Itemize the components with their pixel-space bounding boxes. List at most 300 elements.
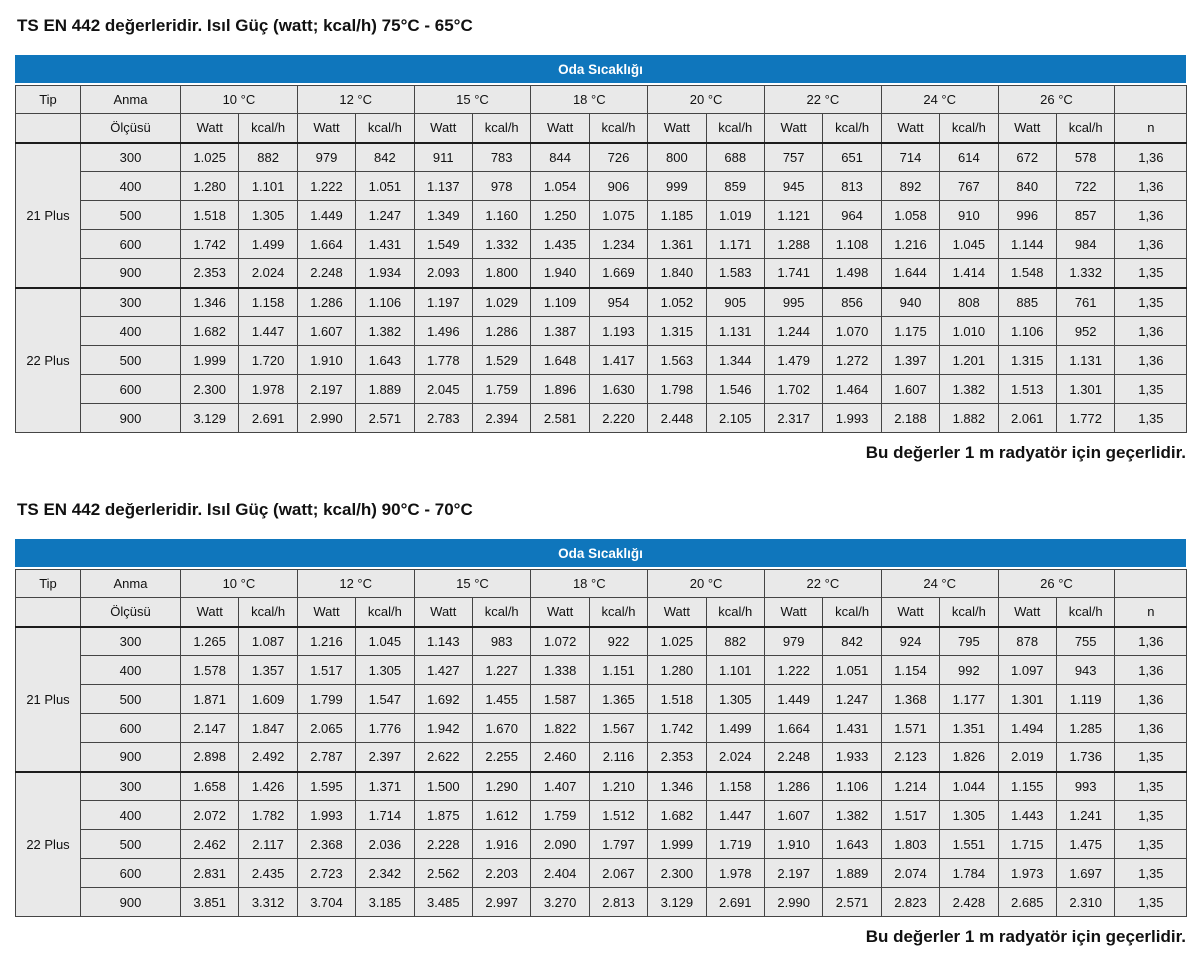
data-cell: 1.547 bbox=[356, 685, 414, 714]
data-cell: 2.691 bbox=[706, 888, 764, 917]
n-exponent-cell: 1,36 bbox=[1115, 714, 1187, 743]
data-cell: 1.772 bbox=[1056, 404, 1114, 433]
table-row bbox=[16, 172, 1187, 201]
n-exponent-cell: 1,35 bbox=[1115, 743, 1187, 772]
data-cell: 1.144 bbox=[998, 230, 1056, 259]
table-row bbox=[16, 685, 1187, 714]
data-cell: 2.685 bbox=[998, 888, 1056, 917]
data-cell: 2.831 bbox=[181, 859, 239, 888]
n-exponent-cell: 1,35 bbox=[1115, 375, 1187, 404]
row-size-cell: 500 bbox=[81, 346, 181, 375]
table-row bbox=[16, 772, 1187, 801]
data-cell: 1.518 bbox=[181, 201, 239, 230]
data-cell: 1.029 bbox=[472, 288, 530, 317]
col-header-kcal: kcal/h bbox=[472, 114, 530, 143]
data-cell: 1.106 bbox=[356, 288, 414, 317]
col-header-anma: Anma bbox=[81, 86, 181, 114]
row-size-cell: 600 bbox=[81, 375, 181, 404]
row-size-cell: 400 bbox=[81, 172, 181, 201]
data-cell: 1.250 bbox=[531, 201, 589, 230]
data-cell: 1.427 bbox=[414, 656, 472, 685]
data-cell: 1.500 bbox=[414, 772, 472, 801]
room-temperature-banner bbox=[15, 55, 1186, 83]
col-header-watt: Watt bbox=[297, 114, 355, 143]
data-cell: 3.704 bbox=[297, 888, 355, 917]
room-temperature-banner bbox=[15, 539, 1186, 567]
data-cell: 2.203 bbox=[472, 859, 530, 888]
data-cell: 1.234 bbox=[589, 230, 647, 259]
data-cell: 1.301 bbox=[998, 685, 1056, 714]
n-exponent-cell: 1,35 bbox=[1115, 859, 1187, 888]
data-cell: 1.351 bbox=[940, 714, 998, 743]
data-cell: 1.365 bbox=[589, 685, 647, 714]
data-cell: 2.116 bbox=[589, 743, 647, 772]
row-size-cell: 400 bbox=[81, 656, 181, 685]
data-cell: 1.151 bbox=[589, 656, 647, 685]
data-cell: 1.934 bbox=[356, 259, 414, 288]
data-cell: 1.431 bbox=[356, 230, 414, 259]
col-header-kcal: kcal/h bbox=[823, 598, 881, 627]
data-cell: 1.607 bbox=[764, 801, 822, 830]
data-cell: 1.222 bbox=[297, 172, 355, 201]
data-cell: 1.658 bbox=[181, 772, 239, 801]
data-cell: 1.607 bbox=[297, 317, 355, 346]
data-cell: 892 bbox=[881, 172, 939, 201]
data-cell: 1.070 bbox=[823, 317, 881, 346]
data-cell: 1.025 bbox=[181, 143, 239, 172]
n-exponent-cell: 1,35 bbox=[1115, 801, 1187, 830]
data-cell: 1.549 bbox=[414, 230, 472, 259]
row-size-cell: 900 bbox=[81, 259, 181, 288]
data-cell: 1.595 bbox=[297, 772, 355, 801]
col-header-olcusu: Ölçüsü bbox=[81, 598, 181, 627]
table-row bbox=[16, 859, 1187, 888]
row-size-cell: 500 bbox=[81, 830, 181, 859]
table-row bbox=[16, 404, 1187, 433]
row-size-cell: 500 bbox=[81, 201, 181, 230]
col-header-kcal: kcal/h bbox=[239, 114, 297, 143]
col-header-kcal: kcal/h bbox=[940, 598, 998, 627]
data-cell: 1.371 bbox=[356, 772, 414, 801]
data-cell: 1.449 bbox=[297, 201, 355, 230]
table-row bbox=[16, 656, 1187, 685]
data-cell: 1.799 bbox=[297, 685, 355, 714]
data-cell: 1.567 bbox=[589, 714, 647, 743]
data-cell: 2.024 bbox=[706, 743, 764, 772]
data-cell: 1.044 bbox=[940, 772, 998, 801]
row-size-cell: 300 bbox=[81, 627, 181, 656]
data-cell: 1.797 bbox=[589, 830, 647, 859]
data-cell: 1.010 bbox=[940, 317, 998, 346]
data-cell: 2.117 bbox=[239, 830, 297, 859]
data-cell: 1.443 bbox=[998, 801, 1056, 830]
data-cell: 844 bbox=[531, 143, 589, 172]
data-cell: 3.485 bbox=[414, 888, 472, 917]
data-cell: 979 bbox=[764, 627, 822, 656]
footer-note: Bu değerler 1 m radyatör için geçerlidir. bbox=[865, 927, 1186, 946]
data-cell: 2.898 bbox=[181, 743, 239, 772]
data-cell: 1.216 bbox=[297, 627, 355, 656]
data-cell: 1.197 bbox=[414, 288, 472, 317]
data-cell: 1.214 bbox=[881, 772, 939, 801]
data-cell: 964 bbox=[823, 201, 881, 230]
data-cell: 1.644 bbox=[881, 259, 939, 288]
radiator-output-table bbox=[15, 569, 1187, 917]
data-cell: 885 bbox=[998, 288, 1056, 317]
data-cell: 1.910 bbox=[297, 346, 355, 375]
col-header-watt: Watt bbox=[181, 114, 239, 143]
data-cell: 1.607 bbox=[881, 375, 939, 404]
table-row bbox=[16, 259, 1187, 288]
data-cell: 672 bbox=[998, 143, 1056, 172]
data-cell: 924 bbox=[881, 627, 939, 656]
data-cell: 882 bbox=[706, 627, 764, 656]
data-cell: 943 bbox=[1056, 656, 1114, 685]
col-header-watt: Watt bbox=[297, 598, 355, 627]
data-cell: 2.248 bbox=[764, 743, 822, 772]
data-cell: 1.280 bbox=[181, 172, 239, 201]
data-cell: 1.301 bbox=[1056, 375, 1114, 404]
data-cell: 2.024 bbox=[239, 259, 297, 288]
col-header-temp: 15 °C bbox=[414, 570, 531, 598]
col-header-tip-spacer bbox=[16, 114, 81, 143]
data-cell: 1.494 bbox=[998, 714, 1056, 743]
data-cell: 1.368 bbox=[881, 685, 939, 714]
data-cell: 1.664 bbox=[297, 230, 355, 259]
data-cell: 2.342 bbox=[356, 859, 414, 888]
col-header-watt: Watt bbox=[414, 598, 472, 627]
data-cell: 2.300 bbox=[648, 859, 706, 888]
data-cell: 2.462 bbox=[181, 830, 239, 859]
col-header-watt: Watt bbox=[648, 114, 706, 143]
data-cell: 1.108 bbox=[823, 230, 881, 259]
data-cell: 1.609 bbox=[239, 685, 297, 714]
data-cell: 842 bbox=[356, 143, 414, 172]
data-cell: 1.201 bbox=[940, 346, 998, 375]
data-cell: 1.052 bbox=[648, 288, 706, 317]
data-cell: 1.431 bbox=[823, 714, 881, 743]
row-size-cell: 900 bbox=[81, 743, 181, 772]
data-cell: 996 bbox=[998, 201, 1056, 230]
data-cell: 2.394 bbox=[472, 404, 530, 433]
data-cell: 2.019 bbox=[998, 743, 1056, 772]
data-cell: 726 bbox=[589, 143, 647, 172]
data-cell: 1.177 bbox=[940, 685, 998, 714]
col-header-olcusu: Ölçüsü bbox=[81, 114, 181, 143]
col-header-kcal: kcal/h bbox=[706, 114, 764, 143]
data-cell: 1.612 bbox=[472, 801, 530, 830]
data-cell: 1.513 bbox=[998, 375, 1056, 404]
data-cell: 1.349 bbox=[414, 201, 472, 230]
data-cell: 1.305 bbox=[356, 656, 414, 685]
data-cell: 1.741 bbox=[764, 259, 822, 288]
table-title: TS EN 442 değerleridir. Isıl Güç (watt; kcal/h) 75°C - 65°C bbox=[17, 16, 473, 35]
col-header-kcal: kcal/h bbox=[1056, 114, 1114, 143]
table-row bbox=[16, 743, 1187, 772]
data-cell: 1.715 bbox=[998, 830, 1056, 859]
data-cell: 783 bbox=[472, 143, 530, 172]
n-exponent-cell: 1,36 bbox=[1115, 656, 1187, 685]
col-header-kcal: kcal/h bbox=[706, 598, 764, 627]
data-cell: 1.338 bbox=[531, 656, 589, 685]
table-row bbox=[16, 888, 1187, 917]
data-cell: 1.407 bbox=[531, 772, 589, 801]
data-cell: 1.933 bbox=[823, 743, 881, 772]
data-cell: 1.882 bbox=[940, 404, 998, 433]
data-cell: 1.517 bbox=[881, 801, 939, 830]
data-cell: 2.990 bbox=[297, 404, 355, 433]
data-cell: 1.475 bbox=[1056, 830, 1114, 859]
data-cell: 1.798 bbox=[648, 375, 706, 404]
data-cell: 878 bbox=[998, 627, 1056, 656]
row-size-cell: 600 bbox=[81, 230, 181, 259]
data-cell: 1.288 bbox=[764, 230, 822, 259]
col-header-kcal: kcal/h bbox=[589, 598, 647, 627]
table-title: TS EN 442 değerleridir. Isıl Güç (watt; kcal/h) 90°C - 70°C bbox=[17, 500, 473, 519]
data-cell: 1.529 bbox=[472, 346, 530, 375]
data-cell: 3.185 bbox=[356, 888, 414, 917]
data-cell: 1.759 bbox=[472, 375, 530, 404]
data-cell: 1.784 bbox=[940, 859, 998, 888]
data-cell: 800 bbox=[648, 143, 706, 172]
col-header-n-spacer bbox=[1115, 86, 1187, 114]
row-group-label: 22 Plus bbox=[16, 288, 81, 433]
data-cell: 2.990 bbox=[764, 888, 822, 917]
data-cell: 757 bbox=[764, 143, 822, 172]
data-cell: 2.691 bbox=[239, 404, 297, 433]
data-cell: 1.546 bbox=[706, 375, 764, 404]
footer-note: Bu değerler 1 m radyatör için geçerlidir. bbox=[865, 443, 1186, 462]
row-size-cell: 400 bbox=[81, 801, 181, 830]
data-cell: 1.051 bbox=[823, 656, 881, 685]
row-size-cell: 300 bbox=[81, 288, 181, 317]
data-cell: 1.499 bbox=[239, 230, 297, 259]
data-cell: 1.247 bbox=[823, 685, 881, 714]
n-exponent-cell: 1,35 bbox=[1115, 288, 1187, 317]
data-cell: 1.244 bbox=[764, 317, 822, 346]
row-size-cell: 600 bbox=[81, 714, 181, 743]
data-cell: 2.997 bbox=[472, 888, 530, 917]
data-cell: 1.447 bbox=[239, 317, 297, 346]
n-exponent-cell: 1,35 bbox=[1115, 404, 1187, 433]
data-cell: 1.361 bbox=[648, 230, 706, 259]
data-cell: 1.175 bbox=[881, 317, 939, 346]
col-header-watt: Watt bbox=[531, 598, 589, 627]
data-cell: 2.571 bbox=[356, 404, 414, 433]
data-cell: 1.058 bbox=[881, 201, 939, 230]
data-cell: 1.106 bbox=[823, 772, 881, 801]
data-cell: 1.778 bbox=[414, 346, 472, 375]
col-header-temp: 20 °C bbox=[648, 570, 765, 598]
data-cell: 2.090 bbox=[531, 830, 589, 859]
data-cell: 1.669 bbox=[589, 259, 647, 288]
data-cell: 2.813 bbox=[589, 888, 647, 917]
data-cell: 911 bbox=[414, 143, 472, 172]
row-size-cell: 900 bbox=[81, 888, 181, 917]
data-cell: 1.131 bbox=[706, 317, 764, 346]
data-cell: 992 bbox=[940, 656, 998, 685]
data-cell: 1.227 bbox=[472, 656, 530, 685]
data-cell: 1.155 bbox=[998, 772, 1056, 801]
radiator-output-table bbox=[15, 85, 1187, 433]
data-cell: 1.697 bbox=[1056, 859, 1114, 888]
col-header-watt: Watt bbox=[881, 114, 939, 143]
data-cell: 1.185 bbox=[648, 201, 706, 230]
data-cell: 2.492 bbox=[239, 743, 297, 772]
table-row bbox=[16, 317, 1187, 346]
col-header-tip-spacer bbox=[16, 598, 81, 627]
data-cell: 1.106 bbox=[998, 317, 1056, 346]
data-cell: 1.315 bbox=[998, 346, 1056, 375]
data-cell: 940 bbox=[881, 288, 939, 317]
row-size-cell: 600 bbox=[81, 859, 181, 888]
data-cell: 1.496 bbox=[414, 317, 472, 346]
data-cell: 1.759 bbox=[531, 801, 589, 830]
data-cell: 1.097 bbox=[998, 656, 1056, 685]
row-size-cell: 300 bbox=[81, 772, 181, 801]
data-cell: 1.910 bbox=[764, 830, 822, 859]
data-cell: 2.255 bbox=[472, 743, 530, 772]
data-cell: 910 bbox=[940, 201, 998, 230]
data-cell: 2.353 bbox=[181, 259, 239, 288]
data-cell: 2.787 bbox=[297, 743, 355, 772]
col-header-temp: 22 °C bbox=[764, 570, 881, 598]
col-header-kcal: kcal/h bbox=[472, 598, 530, 627]
data-cell: 1.101 bbox=[239, 172, 297, 201]
col-header-watt: Watt bbox=[531, 114, 589, 143]
data-cell: 2.404 bbox=[531, 859, 589, 888]
data-cell: 1.344 bbox=[706, 346, 764, 375]
col-header-kcal: kcal/h bbox=[356, 598, 414, 627]
data-cell: 978 bbox=[472, 172, 530, 201]
data-cell: 1.286 bbox=[297, 288, 355, 317]
data-cell: 3.270 bbox=[531, 888, 589, 917]
col-header-temp: 24 °C bbox=[881, 570, 998, 598]
data-cell: 1.332 bbox=[1056, 259, 1114, 288]
data-cell: 1.382 bbox=[356, 317, 414, 346]
data-cell: 1.449 bbox=[764, 685, 822, 714]
col-header-tip: Tip bbox=[16, 86, 81, 114]
data-cell: 1.826 bbox=[940, 743, 998, 772]
data-cell: 1.332 bbox=[472, 230, 530, 259]
data-cell: 1.742 bbox=[648, 714, 706, 743]
data-cell: 1.158 bbox=[706, 772, 764, 801]
data-cell: 2.571 bbox=[823, 888, 881, 917]
data-cell: 1.499 bbox=[706, 714, 764, 743]
data-cell: 578 bbox=[1056, 143, 1114, 172]
data-cell: 1.776 bbox=[356, 714, 414, 743]
col-header-watt: Watt bbox=[881, 598, 939, 627]
n-exponent-cell: 1,36 bbox=[1115, 685, 1187, 714]
row-size-cell: 500 bbox=[81, 685, 181, 714]
data-cell: 1.045 bbox=[356, 627, 414, 656]
data-cell: 1.871 bbox=[181, 685, 239, 714]
col-header-watt: Watt bbox=[998, 598, 1056, 627]
table-row bbox=[16, 714, 1187, 743]
data-cell: 2.220 bbox=[589, 404, 647, 433]
data-cell: 2.783 bbox=[414, 404, 472, 433]
data-cell: 1.889 bbox=[823, 859, 881, 888]
col-header-kcal: kcal/h bbox=[356, 114, 414, 143]
data-cell: 1.630 bbox=[589, 375, 647, 404]
data-cell: 1.265 bbox=[181, 627, 239, 656]
table-row bbox=[16, 230, 1187, 259]
col-header-kcal: kcal/h bbox=[823, 114, 881, 143]
data-cell: 1.382 bbox=[823, 801, 881, 830]
row-group-label: 22 Plus bbox=[16, 772, 81, 917]
data-cell: 1.286 bbox=[472, 317, 530, 346]
data-cell: 1.280 bbox=[648, 656, 706, 685]
data-cell: 1.426 bbox=[239, 772, 297, 801]
data-cell: 1.643 bbox=[356, 346, 414, 375]
col-header-n: n bbox=[1115, 114, 1187, 143]
data-cell: 1.682 bbox=[181, 317, 239, 346]
data-cell: 840 bbox=[998, 172, 1056, 201]
data-cell: 1.719 bbox=[706, 830, 764, 859]
data-cell: 808 bbox=[940, 288, 998, 317]
data-cell: 1.822 bbox=[531, 714, 589, 743]
col-header-temp: 24 °C bbox=[881, 86, 998, 114]
data-cell: 1.025 bbox=[648, 627, 706, 656]
data-cell: 3.312 bbox=[239, 888, 297, 917]
data-cell: 1.171 bbox=[706, 230, 764, 259]
data-cell: 1.643 bbox=[823, 830, 881, 859]
col-header-temp: 12 °C bbox=[297, 86, 414, 114]
data-cell: 1.210 bbox=[589, 772, 647, 801]
col-header-kcal: kcal/h bbox=[589, 114, 647, 143]
data-cell: 1.648 bbox=[531, 346, 589, 375]
data-cell: 2.823 bbox=[881, 888, 939, 917]
data-cell: 1.587 bbox=[531, 685, 589, 714]
radiator-output-table-section bbox=[15, 500, 1186, 947]
data-cell: 922 bbox=[589, 627, 647, 656]
data-cell: 1.889 bbox=[356, 375, 414, 404]
data-cell: 3.851 bbox=[181, 888, 239, 917]
radiator-output-table-section bbox=[15, 16, 1186, 463]
n-exponent-cell: 1,36 bbox=[1115, 172, 1187, 201]
header-row-temps bbox=[16, 86, 1187, 114]
data-cell: 2.300 bbox=[181, 375, 239, 404]
data-cell: 2.723 bbox=[297, 859, 355, 888]
data-cell: 1.272 bbox=[823, 346, 881, 375]
data-cell: 1.435 bbox=[531, 230, 589, 259]
data-cell: 1.247 bbox=[356, 201, 414, 230]
n-exponent-cell: 1,35 bbox=[1115, 772, 1187, 801]
row-size-cell: 900 bbox=[81, 404, 181, 433]
data-cell: 1.417 bbox=[589, 346, 647, 375]
data-cell: 1.222 bbox=[764, 656, 822, 685]
data-cell: 2.562 bbox=[414, 859, 472, 888]
data-cell: 859 bbox=[706, 172, 764, 201]
data-cell: 1.847 bbox=[239, 714, 297, 743]
data-cell: 952 bbox=[1056, 317, 1114, 346]
data-cell: 905 bbox=[706, 288, 764, 317]
data-cell: 999 bbox=[648, 172, 706, 201]
col-header-temp: 18 °C bbox=[531, 570, 648, 598]
n-exponent-cell: 1,36 bbox=[1115, 627, 1187, 656]
data-cell: 2.197 bbox=[297, 375, 355, 404]
data-cell: 2.448 bbox=[648, 404, 706, 433]
data-cell: 761 bbox=[1056, 288, 1114, 317]
data-cell: 2.045 bbox=[414, 375, 472, 404]
data-cell: 2.123 bbox=[881, 743, 939, 772]
data-cell: 906 bbox=[589, 172, 647, 201]
data-cell: 2.368 bbox=[297, 830, 355, 859]
data-cell: 2.310 bbox=[1056, 888, 1114, 917]
data-cell: 688 bbox=[706, 143, 764, 172]
table-row bbox=[16, 375, 1187, 404]
col-header-watt: Watt bbox=[414, 114, 472, 143]
